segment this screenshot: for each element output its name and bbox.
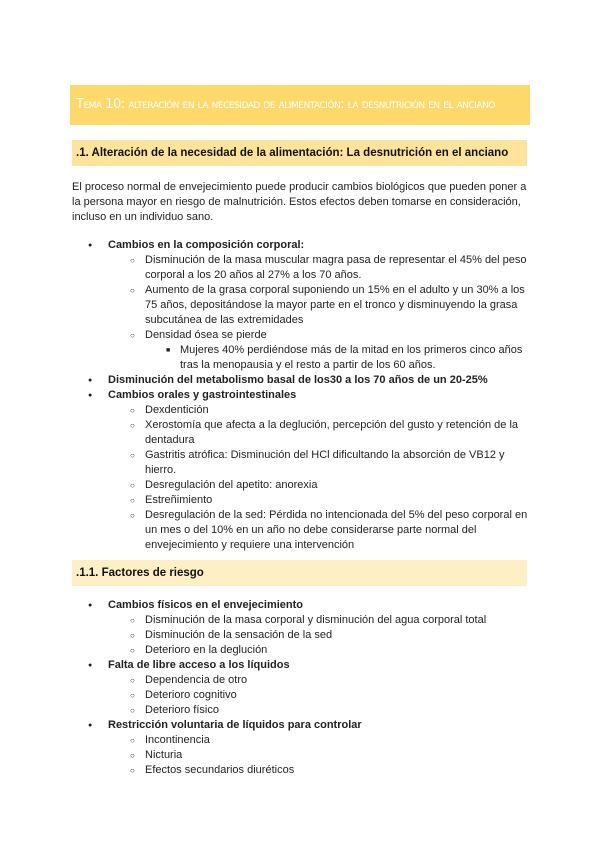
list-item: ○ Nicturia	[72, 748, 532, 763]
list-item: ● Falta de libre acceso a los líquidos	[72, 658, 532, 673]
list-section-2	[72, 598, 532, 778]
list-item: ○ Disminución de la sensación de la sed	[72, 628, 532, 643]
list-item: ● Restricción voluntaria de líquidos para controlar	[72, 718, 532, 733]
list-item: ○ Estreñimiento	[72, 493, 532, 508]
list-item: ○ Aumento de la grasa corporal suponiendo un 15% en el adulto y un 30% a los 75 años, depositándose la mayor parte en el tronco y disminuyendo la grasa subcutánea de las extremidades	[72, 283, 532, 328]
list-item: ○ Xerostomía que afecta a la deglución, percepción del gusto y retención de la dentadura	[72, 418, 532, 448]
list-item: ■ Mujeres 40% perdiéndose más de la mitad en los primeros cinco años tras la menopausia y el resto a partir de los 60 años.	[72, 343, 532, 373]
list-item: ● Cambios físicos en el envejecimiento	[72, 598, 532, 613]
list-item: ○ Desregulación de la sed: Pérdida no intencionada del 5% del peso corporal en un mes o del 10% en un año no debe considerarse parte normal del envejecimiento y requiere una intervención	[72, 508, 532, 553]
list-item: ○ Incontinencia	[72, 733, 532, 748]
section-heading-2: .1.1. Factores de riesgo	[72, 560, 527, 586]
list-item: ○ Densidad ósea se pierde	[72, 328, 532, 343]
list-item: ○ Efectos secundarios diuréticos	[72, 763, 532, 778]
list-item: ○ Deterioro físico	[72, 703, 532, 718]
list-item: ○ Desregulación del apetito: anorexia	[72, 478, 532, 493]
document-title: Tema 10: alteración en la necesidad de alimentación: la desnutrición en el anciano	[70, 85, 530, 125]
list-item: ○ Deterioro en la deglución	[72, 643, 532, 658]
list-item: ● Disminución del metabolismo basal de los30 a los 70 años de un 20-25%	[72, 373, 532, 388]
list-item: ○ Dexdentición	[72, 403, 532, 418]
list-item: ○ Disminución de la masa muscular magra pasa de representar el 45% del peso corporal a los 20 años al 27% a los 70 años.	[72, 253, 532, 283]
list-item: ● Cambios en la composición corporal:	[72, 238, 532, 253]
list-item: ● Cambios orales y gastrointestinales	[72, 388, 532, 403]
list-item: ○ Deterioro cognitivo	[72, 688, 532, 703]
list-item: ○ Disminución de la masa corporal y disminución del agua corporal total	[72, 613, 532, 628]
intro-paragraph: El proceso normal de envejecimiento puede producir cambios biológicos que pueden poner a la persona mayor en riesgo de malnutrición. Estos efectos deben tomarse en consideración, incluso en un individuo sano.	[72, 181, 527, 223]
section-heading-1: .1. Alteración de la necesidad de la alimentación: La desnutrición en el anciano	[72, 140, 527, 166]
list-item: ○ Gastritis atrófica: Disminución del HCl dificultando la absorción de VB12 y hierro.	[72, 448, 532, 478]
list-item: ○ Dependencia de otro	[72, 673, 532, 688]
list-section-1	[72, 238, 532, 553]
